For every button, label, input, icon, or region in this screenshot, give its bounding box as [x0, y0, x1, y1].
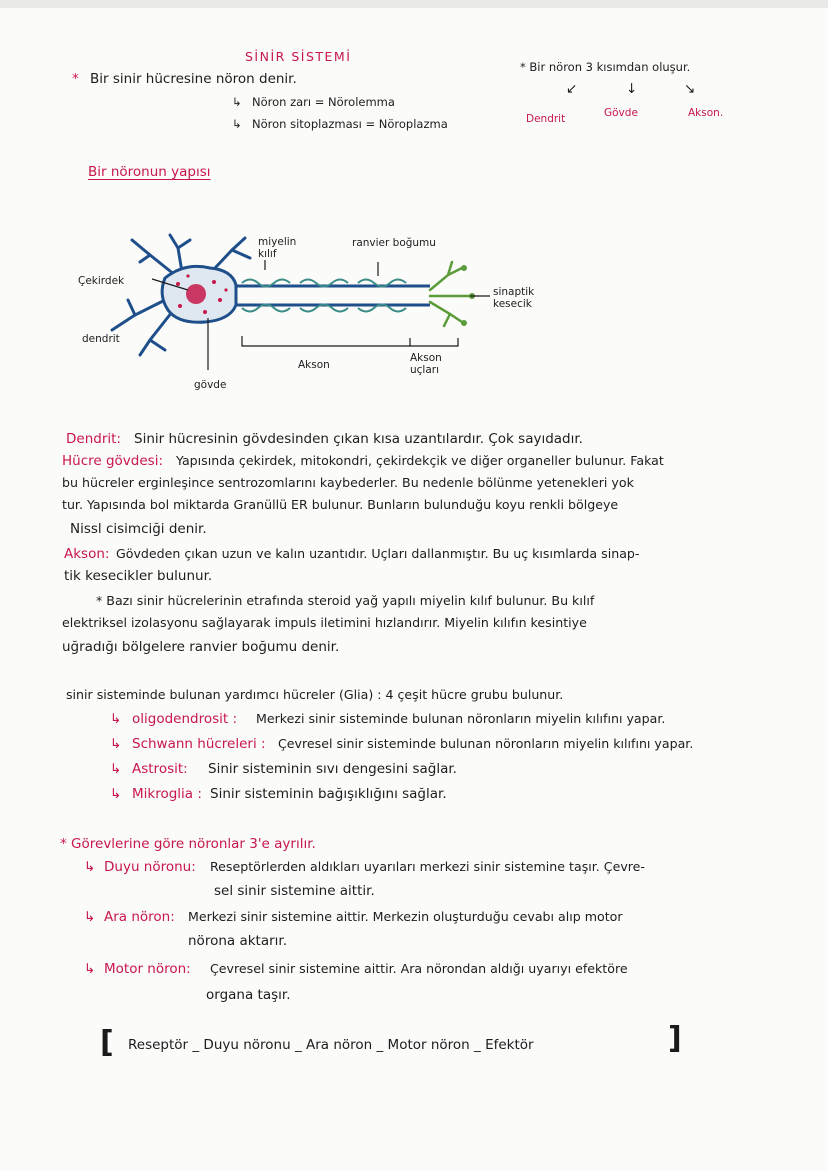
arrow-down-left-icon: ↙: [566, 81, 578, 97]
term-govde: Hücre gövdesi:: [62, 453, 164, 469]
text-dendrit: Sinir hücresinin gövdesinden çıkan kısa uzantılardır. Çok sayıdadır.: [134, 431, 583, 447]
text-govde-1: Yapısında çekirdek, mitokondri, çekirdekçik ve diğer organeller bulunur. Fakat: [176, 453, 664, 468]
arrow-icon: ↳: [232, 95, 242, 109]
diagram-heading: Bir nöronun yapısı: [88, 164, 211, 180]
arrow-icon: ↳: [110, 761, 122, 777]
label-body: gövde: [194, 379, 227, 391]
label-dendrite: dendrit: [82, 333, 120, 345]
text-motor-2: organa taşır.: [206, 987, 291, 1003]
label-axon: Akson: [298, 359, 330, 371]
vesicle-dot: [461, 320, 467, 326]
glia-term-4: Mikroglia :: [132, 786, 202, 802]
definition-nucleolemma: Nöron zarı = Nörolemma: [252, 95, 395, 109]
arrow-down-icon: ↓: [626, 81, 638, 97]
text-duyu-1: Reseptörlerden aldıkları uyarıları merkezi sinir sistemine taşır. Çevre-: [210, 859, 645, 874]
text-ara-2: nörona aktarır.: [188, 933, 288, 949]
arrow-down-right-icon: ↘: [684, 81, 696, 97]
text-myelin-2: elektriksel izolasyonu sağlayarak impuls iletimini hızlandırır. Miyelin kılıfın kesintiye: [62, 615, 587, 630]
text-govde-3: tur. Yapısında bol miktarda Granüllü ER bulunur. Bunların bulunduğu koyu renkli bölgeye: [62, 497, 619, 512]
label-axon-ends: Akson uçları: [410, 352, 442, 376]
label-nucleus: Çekirdek: [78, 275, 125, 287]
part-govde: Gövde: [604, 107, 638, 119]
part-akson: Akson.: [688, 107, 724, 119]
text-govde-2: bu hücreler erginleşince sentrozomlarını kaybederler. Bu nedenle bölünme yetenekleri yok: [62, 475, 634, 490]
text-akson-1: Gövdeden çıkan uzun ve kalın uzantıdır. Uçları dallanmıştır. Bu uç kısımlarda sinap-: [116, 546, 640, 561]
arrow-icon: ↳: [110, 786, 122, 802]
arrow-icon: ↳: [110, 711, 122, 727]
glia-text-4: Sinir sisteminin bağışıklığını sağlar.: [210, 786, 447, 802]
types-intro: * Görevlerine göre nöronlar 3'e ayrılır.: [60, 836, 316, 852]
definition-neuroplasm: Nöron sitoplazması = Nöroplazma: [252, 117, 448, 131]
arrow-icon: ↳: [232, 117, 242, 131]
pathway-close-bracket: ]: [668, 1021, 682, 1056]
star-marker: *: [72, 71, 79, 87]
glia-term-3: Astrosit:: [132, 761, 188, 777]
parts-intro: * Bir nöron 3 kısımdan oluşur.: [520, 60, 691, 74]
vesicle-dot: [461, 265, 467, 271]
nucleus: [186, 284, 206, 304]
glia-text-3: Sinir sisteminin sıvı dengesini sağlar.: [208, 761, 457, 777]
label-myelin: miyelin kılıf: [258, 236, 297, 260]
glia-intro: sinir sisteminde bulunan yardımcı hücreler (Glia) : 4 çeşit hücre grubu bulunur.: [66, 687, 564, 702]
axon: [236, 286, 430, 305]
arrow-icon: ↳: [84, 859, 96, 875]
label-ranvier: ranvier boğumu: [352, 237, 436, 249]
axon-terminals: [430, 262, 470, 326]
myelin-segments: [242, 280, 406, 312]
text-myelin-1: * Bazı sinir hücrelerinin etrafında steroid yağ yapılı miyelin kılıf bulunur. Bu kılıf: [96, 593, 595, 608]
label-vesicle: sinaptik kesecik: [493, 286, 535, 310]
text-ara-1: Merkezi sinir sistemine aittir. Merkezin oluşturduğu cevabı alıp motor: [188, 909, 623, 924]
term-motor: Motor nöron:: [104, 961, 191, 977]
glia-text-1: Merkezi sinir sisteminde bulunan nöronların miyelin kılıfını yapar.: [256, 711, 666, 726]
text-myelin-3: uğradığı bölgelere ranvier boğumu denir.: [62, 639, 340, 655]
text-motor-1: Çevresel sinir sistemine aittir. Ara nörondan aldığı uyarıyı efektöre: [210, 961, 628, 976]
glia-term-2: Schwann hücreleri :: [132, 736, 266, 752]
term-akson: Akson:: [64, 546, 110, 562]
term-ara: Ara nöron:: [104, 909, 175, 925]
text-govde-4: Nissl cisimciği denir.: [70, 521, 207, 537]
term-duyu: Duyu nöronu:: [104, 859, 196, 875]
definition-neuron: Bir sinir hücresine nöron denir.: [90, 71, 297, 87]
pathway-open-bracket: [: [100, 1025, 114, 1060]
text-duyu-2: sel sinir sistemine aittir.: [214, 883, 375, 899]
text-akson-2: tik kesecikler bulunur.: [64, 568, 213, 584]
part-dendrit: Dendrit: [526, 113, 566, 125]
arrow-icon: ↳: [84, 909, 96, 925]
glia-term-1: oligodendrosit :: [132, 711, 238, 727]
pathway-text: Reseptör _ Duyu nöronu _ Ara nöron _ Motor nöron _ Efektör: [128, 1037, 534, 1053]
glia-text-2: Çevresel sinir sisteminde bulunan nöronların miyelin kılıfını yapar.: [278, 736, 694, 751]
page-title: SİNİR SİSTEMİ: [245, 49, 352, 64]
arrow-icon: ↳: [110, 736, 122, 752]
term-dendrit: Dendrit:: [66, 431, 121, 447]
arrow-icon: ↳: [84, 961, 96, 977]
